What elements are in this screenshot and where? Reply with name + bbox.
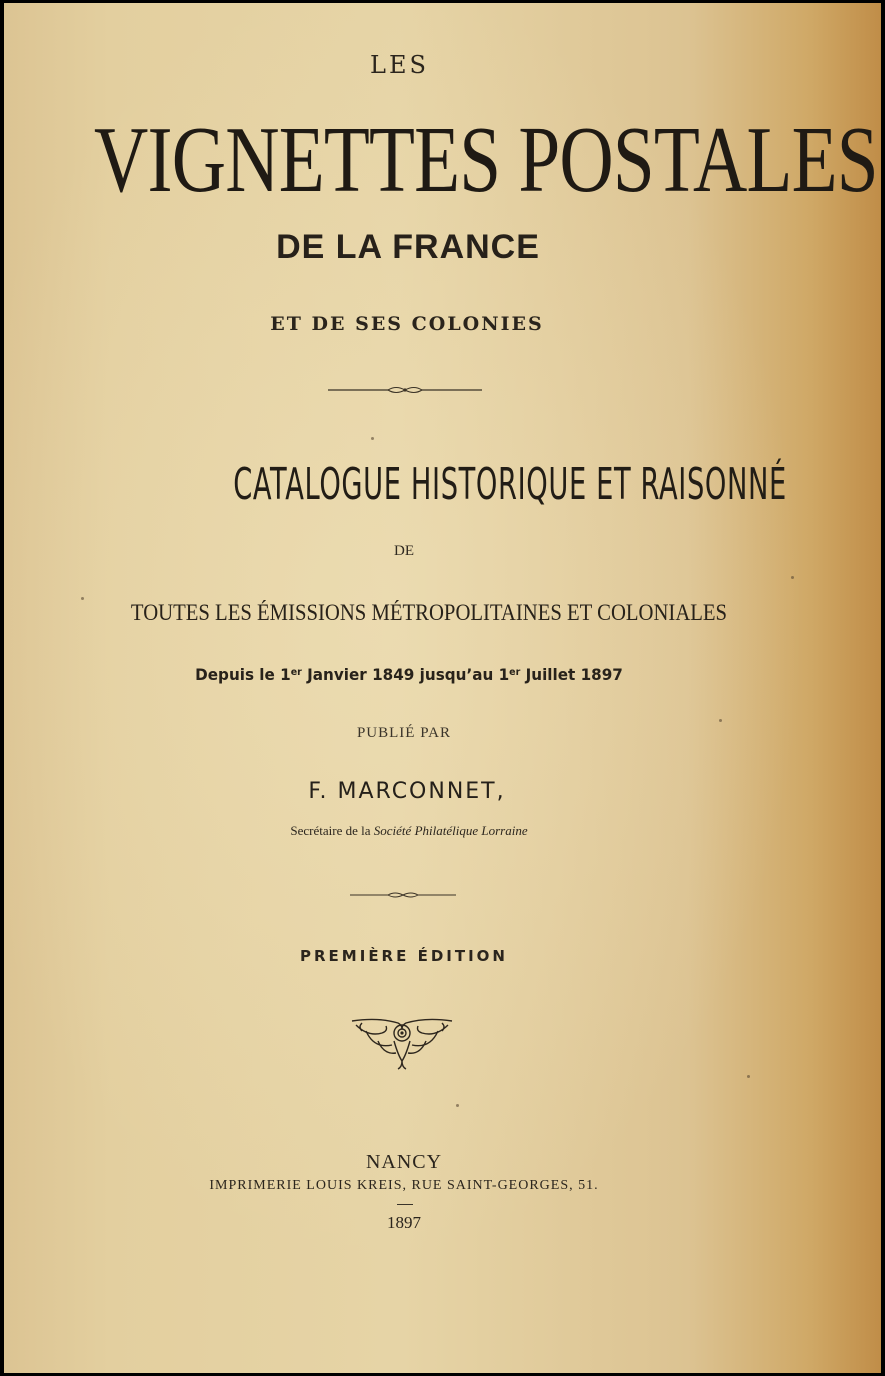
city-name: NANCY <box>365 1151 443 1173</box>
divider-ornament-icon <box>350 889 456 901</box>
published-by: PUBLIÉ PAR <box>356 725 452 741</box>
paper-speck <box>747 1075 750 1078</box>
subtitle-de-la-france: DE LA FRANCE <box>276 228 540 266</box>
date-part-2: Janvier 1849 jusqu’au 1 <box>301 665 510 684</box>
main-title: VIGNETTES POSTALES <box>94 108 878 212</box>
edition-label: PREMIÈRE ÉDITION <box>300 947 508 965</box>
title-les: LES <box>370 51 429 79</box>
catalogue-heading: CATALOGUE HISTORIQUE ET RAISONNÉ <box>233 459 787 510</box>
emissions-line: TOUTES LES ÉMISSIONS MÉTROPOLITAINES ET COLONIALES <box>130 600 728 625</box>
paper-speck <box>719 719 722 722</box>
publication-year: 1897 <box>387 1213 421 1232</box>
connector-de: DE <box>394 543 414 559</box>
printer-line: IMPRIMERIE LOUIS KREIS, RUE SAINT-GEORGES, 51. <box>209 1178 599 1193</box>
subtitle-et-de-ses-colonies: ET DE SES COLONIES <box>270 313 544 335</box>
date-sup-1: er <box>290 667 302 678</box>
date-range-line <box>148 665 671 684</box>
divider-ornament-icon <box>328 383 482 397</box>
date-sup-2: er <box>509 667 521 678</box>
title-page <box>4 3 881 1373</box>
author-name: F. MARCONNET, <box>308 779 506 804</box>
date-part-1: Depuis le 1 <box>195 665 291 684</box>
paper-speck <box>456 1104 459 1107</box>
paper-speck <box>371 437 374 440</box>
floral-vignette-icon <box>348 1015 456 1071</box>
author-title <box>214 823 604 839</box>
society-name: Société Philatélique Lorraine <box>373 823 528 838</box>
author-title-prefix: Secrétaire de la <box>290 823 374 838</box>
paper-speck <box>791 576 794 579</box>
date-part-3: Juillet 1897 <box>520 665 623 684</box>
paper-speck <box>81 597 84 600</box>
year-rule <box>397 1204 413 1205</box>
